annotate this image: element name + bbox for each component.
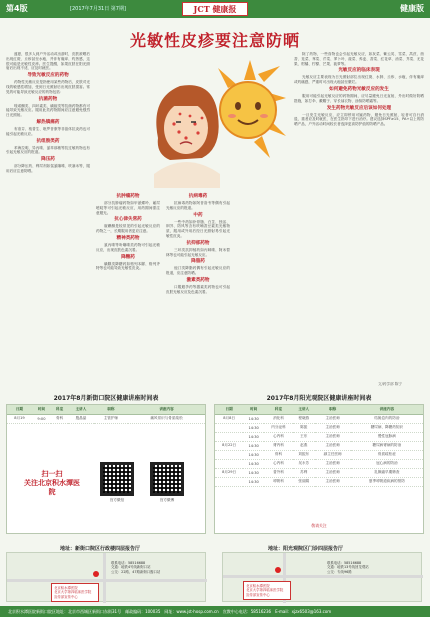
paragraph: 他汀类降脂药偶有引起光敏反应的报道，应注意防晒。 [166, 266, 230, 276]
road [223, 575, 423, 578]
table-cell: 主治医师 [315, 432, 351, 441]
section-heading: 降压药 [41, 157, 55, 163]
paragraph: 胺碘酮是较常见的引起光敏反应的药物之一，长期服用者更应注意。 [96, 224, 160, 234]
map-label: 北京积水潭医院 北京大学第四临床医学院 宣传部宣传中心 [243, 581, 291, 600]
woman-figure-icon [154, 85, 220, 188]
map-left [6, 552, 206, 602]
table-cell: 冠心病的防治 [351, 459, 423, 468]
schedule-title: 2017年8月新街口院区健康讲座时间表 [53, 395, 159, 402]
paragraph: 一旦发生光敏反应，应立即停用可疑药物，避免日光照射，轻者可自行消退，重者应及时就医，在医生指导下进行治疗。建议选择SPF≥15、PA+以上的防晒产品，户外活动时间较长者选择更高防护值的防晒产品。 [294, 112, 424, 127]
section-heading: 中药 [193, 212, 203, 218]
paragraph: 苯海拉明、异丙嗪、氯苯那敏等抗过敏药物也有引起光敏反应的报道。 [6, 145, 90, 155]
schedule-title: 2017年8月阳光观院区健康讲座时间表 [266, 395, 372, 402]
table-cell: 赵燕 [293, 441, 315, 450]
section-heading: 抗组胺类药 [36, 138, 60, 144]
issue-date: [2017年7月31日 第7期] [70, 6, 126, 12]
table-cell: 8月8日 [215, 414, 243, 423]
schedule-body [215, 414, 423, 486]
address-left: 地址：新街口院区行政楼四层报告厅 [60, 546, 141, 552]
table-cell: 主治医师 [315, 423, 351, 432]
column-header: 日期 [215, 405, 243, 414]
map-note: 联系电话：58516688 交通：地铁4号线新街口站 公交：22路、47路新街口豁口站 [111, 561, 161, 574]
table-cell: 8月19 [7, 414, 32, 423]
sun-icon [218, 60, 286, 158]
table-cell: 结肠息肉的防治 [351, 414, 423, 423]
table-cell: 心内科 [264, 432, 293, 441]
sunburn-illustration [140, 58, 288, 188]
schedule-table [7, 405, 205, 424]
section-heading: 抗菌药物 [38, 96, 58, 102]
table-cell: 陈振 [293, 423, 315, 432]
table-row [215, 423, 423, 432]
table-cell [215, 423, 243, 432]
schedule-table [215, 405, 423, 487]
paragraph: 抗病毒药物如阿昔洛韦等偶有引起光敏反应的报道。 [166, 201, 230, 210]
paragraph: 光敏反应主要表现为日光照射部位出现红斑、水肿、丘疹、水疱，伴有瘙痒或灼痛感，严重时可出现大疱甚至糜烂。 [294, 75, 424, 85]
table-row [215, 468, 423, 477]
section-heading: 激素类药物 [186, 277, 210, 283]
section-heading: 抗抑郁药物 [186, 240, 210, 246]
column-header: 时间 [243, 405, 264, 414]
paragraph: 喹诺酮类、四环素类、磺胺类等抗菌药物都有可能导致光敏反应。服用此类药物期间应注意避免强烈日光照射。 [6, 103, 90, 118]
article-column-1 [6, 52, 90, 392]
section-heading: 发生药物光敏反应后该如何处理 [326, 105, 392, 111]
section-heading: 降脂药 [191, 259, 205, 265]
section-heading: 光敏反应的临床表现 [338, 68, 380, 74]
paragraph: 氯丙嗪等吩噻嗪类药物可引起光敏反应，出现皮肤色素沉着。 [96, 242, 160, 252]
section-heading: 降糖药 [121, 254, 135, 260]
wechat-qr-caption: 官方微信 [109, 498, 125, 502]
byline: 文/药学部 陈宁 [378, 382, 402, 386]
table-row [215, 414, 423, 423]
column-header: 日期 [7, 405, 32, 414]
section-heading: 导致光敏反应的药物 [27, 73, 69, 79]
schedule-right [214, 395, 424, 534]
table-cell: 骨科 [264, 450, 293, 459]
column-header: 职称 [94, 405, 128, 414]
table-cell: 14:30 [243, 459, 264, 468]
table-row [215, 432, 423, 441]
table-cell: 慢性冠脉病 [351, 432, 423, 441]
table-cell: 9:00 [32, 414, 51, 423]
page-footer: 北京积水潭医院新街口院区地址：北京市西城区新街口东街31号 邮政编码：100035 网址：www.jst-hosp.com.cn 宣教中心电话：58516236 E-mail：xjzx6503@163.com [0, 606, 430, 617]
table-cell: 糖尿病、降糖药知识 [351, 423, 423, 432]
section-heading: 如何避免药物光敏反应的发生 [329, 86, 389, 92]
map-note: 联系电话：58516688 交通：地铁13号线回龙观站 公交：专线96路 [327, 561, 369, 574]
table-row [215, 477, 423, 486]
table-header-row [215, 405, 423, 414]
section-heading: 解热镇痛药 [36, 119, 60, 125]
table-row [7, 414, 205, 423]
section-heading: 抗病毒药 [188, 194, 208, 199]
table-cell: 14:30 [243, 423, 264, 432]
table-cell: 主治医师 [315, 414, 351, 423]
table-cell: 骨科 [51, 414, 68, 423]
table-cell: 14:30 [243, 441, 264, 450]
paragraph: 口服避孕药等激素类药物也可引起皮肤光敏反应及色素沉着。 [166, 284, 230, 294]
article-column-3 [166, 192, 230, 392]
table-cell: 主治医师 [315, 468, 351, 477]
table-cell [215, 450, 243, 459]
follow-hospital-text: 扫一扫 关注北京积水潭医院 [24, 470, 80, 496]
road [103, 553, 106, 603]
table-cell: 14:30 [243, 414, 264, 423]
article-column-4 [294, 52, 424, 380]
table-cell: 乳腺癌早期筛查 [351, 468, 423, 477]
page-number: 第4版 [6, 4, 28, 13]
schedule-note: 敬请关注 [311, 523, 327, 528]
table-cell: 骨质疏松症 [351, 450, 423, 459]
table-cell: 副主任医师 [315, 450, 351, 459]
table-cell: 苏利 [293, 468, 315, 477]
address-right: 地址：阳光观院区门诊四层报告厅 [268, 546, 344, 552]
column-header: 科室 [51, 405, 68, 414]
table-cell: 消化科 [264, 414, 293, 423]
column-header: 讲座内容 [351, 405, 423, 414]
column-header: 职称 [315, 405, 351, 414]
table-cell: 夏季呼吸道疾病的预防 [351, 477, 423, 486]
column-header: 时间 [32, 405, 51, 414]
table-cell: 痛风常识与骨质疏松 [128, 414, 205, 423]
section-heading: 抗心律失常药 [114, 217, 142, 223]
paragraph: 部分降压药、利尿剂如氢氯噻嗪、呋塞米等，服用后应注意防晒。 [6, 164, 90, 173]
location-pin-icon [275, 567, 281, 573]
paragraph: 药物性光敏反应是指使用某些药物后，皮肤对光线的敏感性增加，受到日光照射后出现皮肤损害。常见的可能导致光敏反应的药物包括： [6, 80, 90, 94]
table-cell: 主治医师 [315, 459, 351, 468]
table-cell: 8月22日 [215, 441, 243, 450]
column-header: 讲座内容 [128, 405, 205, 414]
paragraph: 布洛芬、萘普生、吡罗昔康等非甾体抗炎药也可能引起光敏反应。 [6, 126, 90, 136]
article-column-2 [96, 192, 160, 392]
paragraph: 除了药物，一些食物也会引起光敏反应，如灰菜、紫云英、雪菜、莴苣、茴香、苋菜、荠菜、芹菜、萝卜叶、菠菜、荞麦、香菜、红花草、油菜、芥菜、无花果、柑橘、柠檬、芒果、菠萝等。 [294, 52, 424, 66]
table-cell: 程晓燕 [293, 414, 315, 423]
table-cell: 主管护师 [94, 414, 128, 423]
table-cell: 心内科 [264, 459, 293, 468]
table-row [215, 459, 423, 468]
table-cell: 刘振东 [293, 450, 315, 459]
table-row [215, 450, 423, 459]
table-cell: 8月29日 [215, 468, 243, 477]
road [7, 579, 207, 582]
section-name: 健康版 [400, 4, 424, 13]
table-cell: 14:30 [243, 432, 264, 441]
table-cell [215, 477, 243, 486]
paragraph: 盛夏，很多人到户外活动或出游时，皮肤被晒后出现红斑、丘疹甚至水疱，并伴有瘙痒、灼热感，这很可能是光敏性皮疹。医生提醒，如果皮肤在阳光照射后出现不适，应及时就医。 [6, 52, 90, 71]
table-cell: 内分泌科 [264, 423, 293, 432]
table-cell: 14:30 [243, 468, 264, 477]
table-cell: 殷晶晶 [68, 414, 94, 423]
table-cell: 主治医师 [315, 477, 351, 486]
page-header [0, 0, 430, 18]
paragraph: 一些中药如补骨脂、白芷、独活、荆芥、防风等含有呋喃香豆素类光敏物质，服用或外用后经日光照射易引起光敏性皮炎。 [166, 219, 230, 238]
table-cell [215, 459, 243, 468]
column-header: 主讲人 [68, 405, 94, 414]
weibo-qr-caption: 官方微博 [159, 498, 175, 502]
weibo-qr-code[interactable] [150, 462, 184, 496]
table-cell: 呼吸科 [264, 477, 293, 486]
masthead-logo: JCT 健康报 [182, 2, 248, 16]
table-cell: 肾内科 [264, 441, 293, 450]
table-header-row [7, 405, 205, 414]
table-cell: 主治医师 [315, 441, 351, 450]
table-cell: 糖尿病肾病的防治 [351, 441, 423, 450]
article-headline: 光敏性皮疹要注意防晒 [129, 31, 300, 50]
table-cell: 普外科 [264, 468, 293, 477]
table-cell [215, 432, 243, 441]
table-cell: 王东 [293, 432, 315, 441]
map-right [222, 552, 422, 602]
section-heading: 精神类药物 [116, 235, 140, 241]
column-header: 主讲人 [293, 405, 315, 414]
table-cell: 14:30 [243, 477, 264, 486]
table-row [215, 441, 423, 450]
map-label: 北京积水潭医院 北京大学第四临床医学院 宣传部宣传中心 [51, 583, 99, 602]
paragraph: 服用可能引起光敏反应的药物期间，应尽量避免日光直射，外出时做好防晒措施，如打伞、戴帽子、穿长袖衣物、涂抹防晒霜等。 [294, 93, 424, 103]
location-pin-icon [93, 571, 99, 577]
column-header: 科室 [264, 405, 293, 414]
paragraph: 磺脲类降糖药如格列本脲、格列齐特等也可能导致光敏性皮炎。 [96, 261, 160, 271]
section-heading: 抗肿瘤药物 [116, 194, 140, 199]
paragraph: 部分抗肿瘤药物如甲氨蝶呤、氟尿嘧啶等可引起光敏反应，用药期间需注意避光。 [96, 201, 160, 215]
wechat-qr-code[interactable] [100, 462, 134, 496]
table-cell: 吴永芳 [293, 459, 315, 468]
paragraph: 三环类抗抑郁药如丙咪嗪、阿米替林等也可能引起光敏反应。 [166, 247, 230, 257]
table-cell: 14:30 [243, 450, 264, 459]
table-cell: 张丽娟 [293, 477, 315, 486]
